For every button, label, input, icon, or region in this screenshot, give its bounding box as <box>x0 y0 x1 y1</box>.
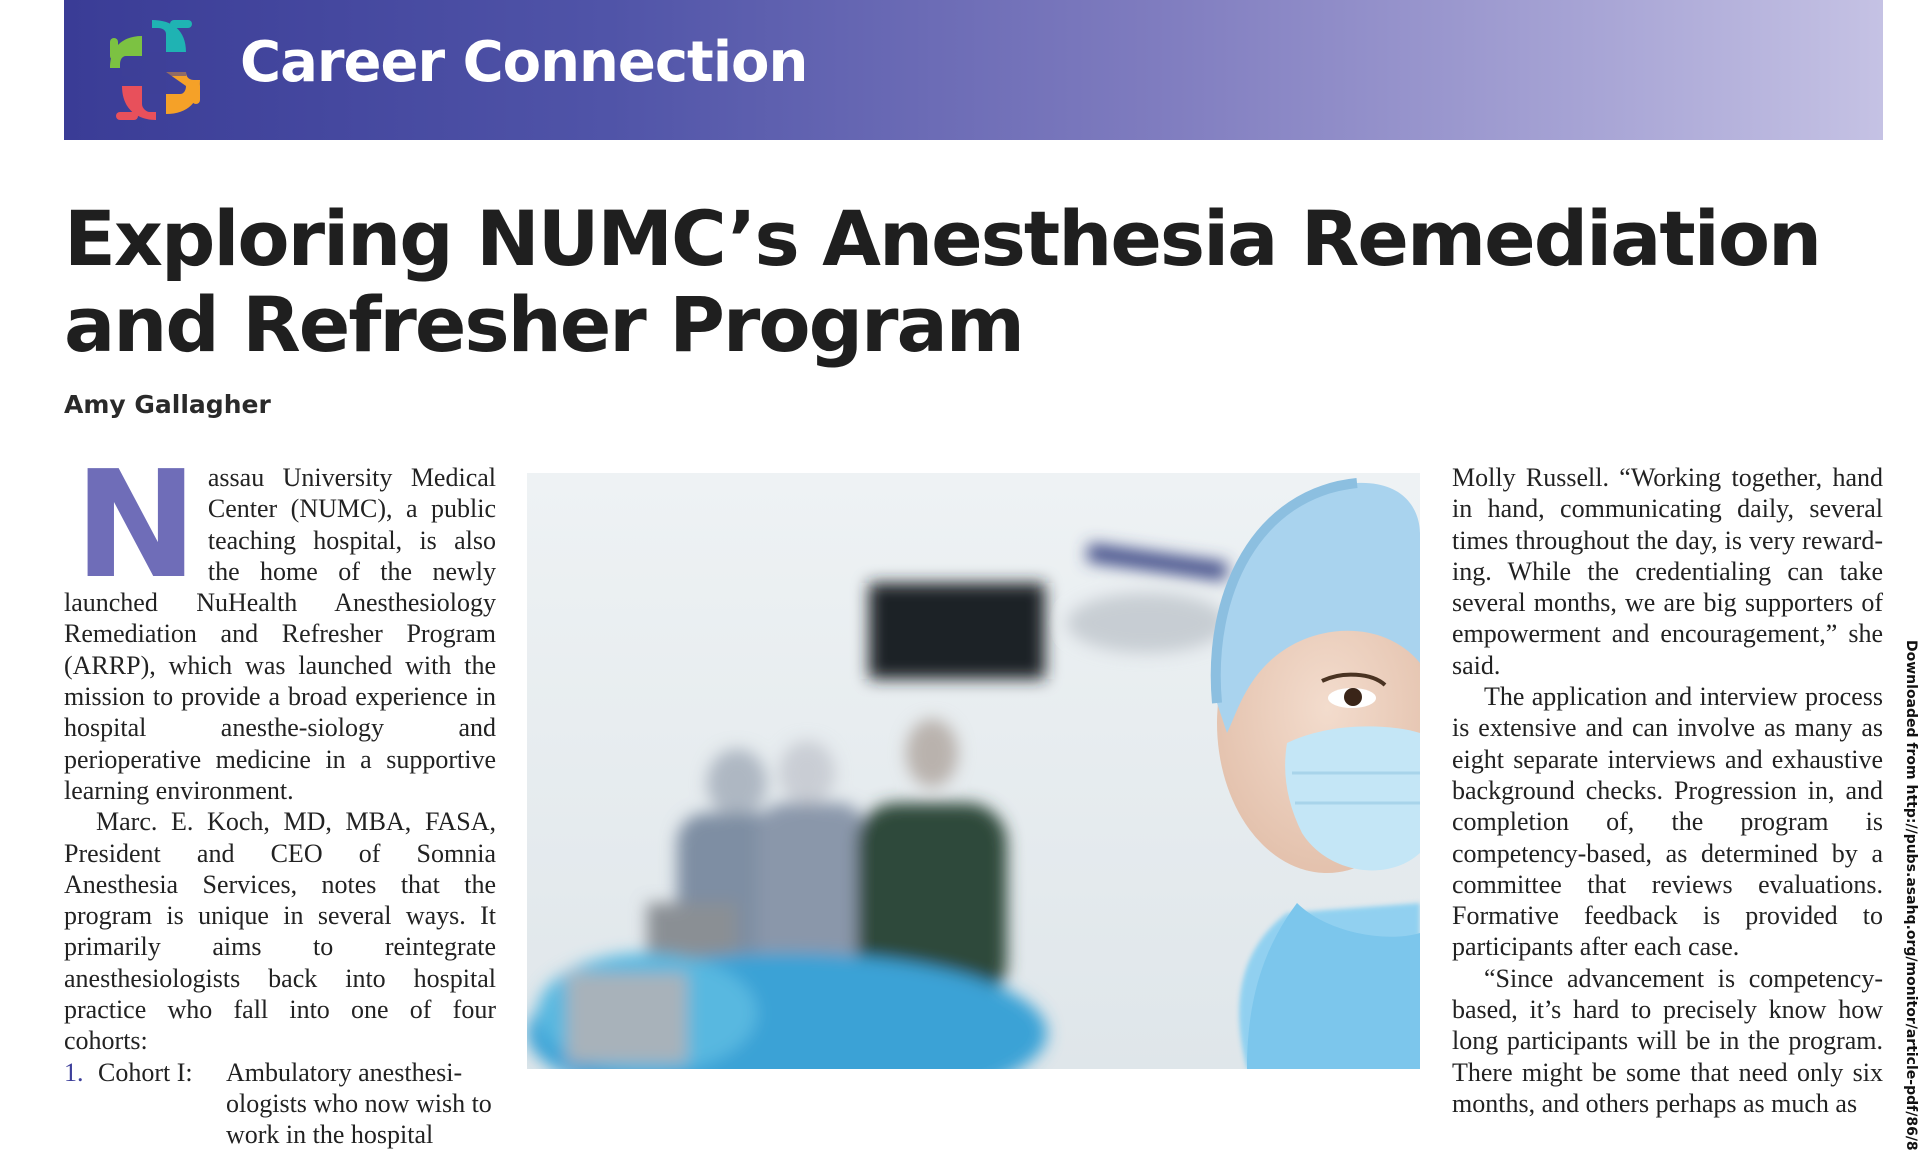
article-author: Amy Gallagher <box>64 390 271 419</box>
paragraph-russell: Molly Russell. “Working together, hand in hand, communicating daily, several times throughout the day, is very reward-ing. While the credentialing can take several months, we are big supporters of empowerment and encouragement,” she said. <box>1452 463 1883 680</box>
list-text: Ambulatory anesthesi-ologists who now wish to work in the hospital <box>226 1057 492 1150</box>
intro-paragraph <box>64 439 496 806</box>
list-number: 1. <box>64 1057 84 1087</box>
left-text-column <box>64 439 496 1151</box>
list-label: Cohort I: <box>98 1057 193 1087</box>
section-title: Career Connection <box>240 30 808 95</box>
download-source-note: Downloaded from http://pubs.asahq.org/monitor/article-pdf/86/8 <box>1903 640 1919 1151</box>
intro-text: assau University Medical Center (NUMC), a public teaching hospital, is also the home of the newly launched NuHealth Anesthesiology Remediation and Refresher Program (ARRP), which was launched with the mission to provide a broad experience in hospital anesthe-siology and perioperative medicine in a supportive learning environment. <box>64 463 496 805</box>
right-text-column <box>1452 462 1883 1119</box>
list-item <box>64 1057 496 1151</box>
hands-cross-logo-icon <box>100 16 208 124</box>
operating-room-photo <box>527 473 1420 1069</box>
paragraph-koch: Marc. E. Koch, MD, MBA, FASA, President and CEO of Somnia Anesthesia Services, notes that the program is unique in several ways. It primarily aims to reintegrate anesthesiologists back into hospital practice who fall into one of four cohorts: <box>64 807 496 1056</box>
section-banner <box>64 0 1883 140</box>
drop-cap: N <box>74 439 194 611</box>
paragraph-application: The application and interview process is extensive and can involve as many as eight separate interviews and exhaustive background checks. Progression in, and completion of, the program is competency-based, as determined by a committee that reviews evaluations. Formative feedback is provided to participants after each case. <box>1452 682 1883 962</box>
article-headline: Exploring NUMC’s Anesthesia Remediation and Refresher Program <box>64 194 1821 369</box>
paragraph-advancement: “Since advancement is competency-based, it’s hard to precisely know how long participants will be in the program. There might be some that need only six months, and others perhaps as much as <box>1452 963 1883 1118</box>
